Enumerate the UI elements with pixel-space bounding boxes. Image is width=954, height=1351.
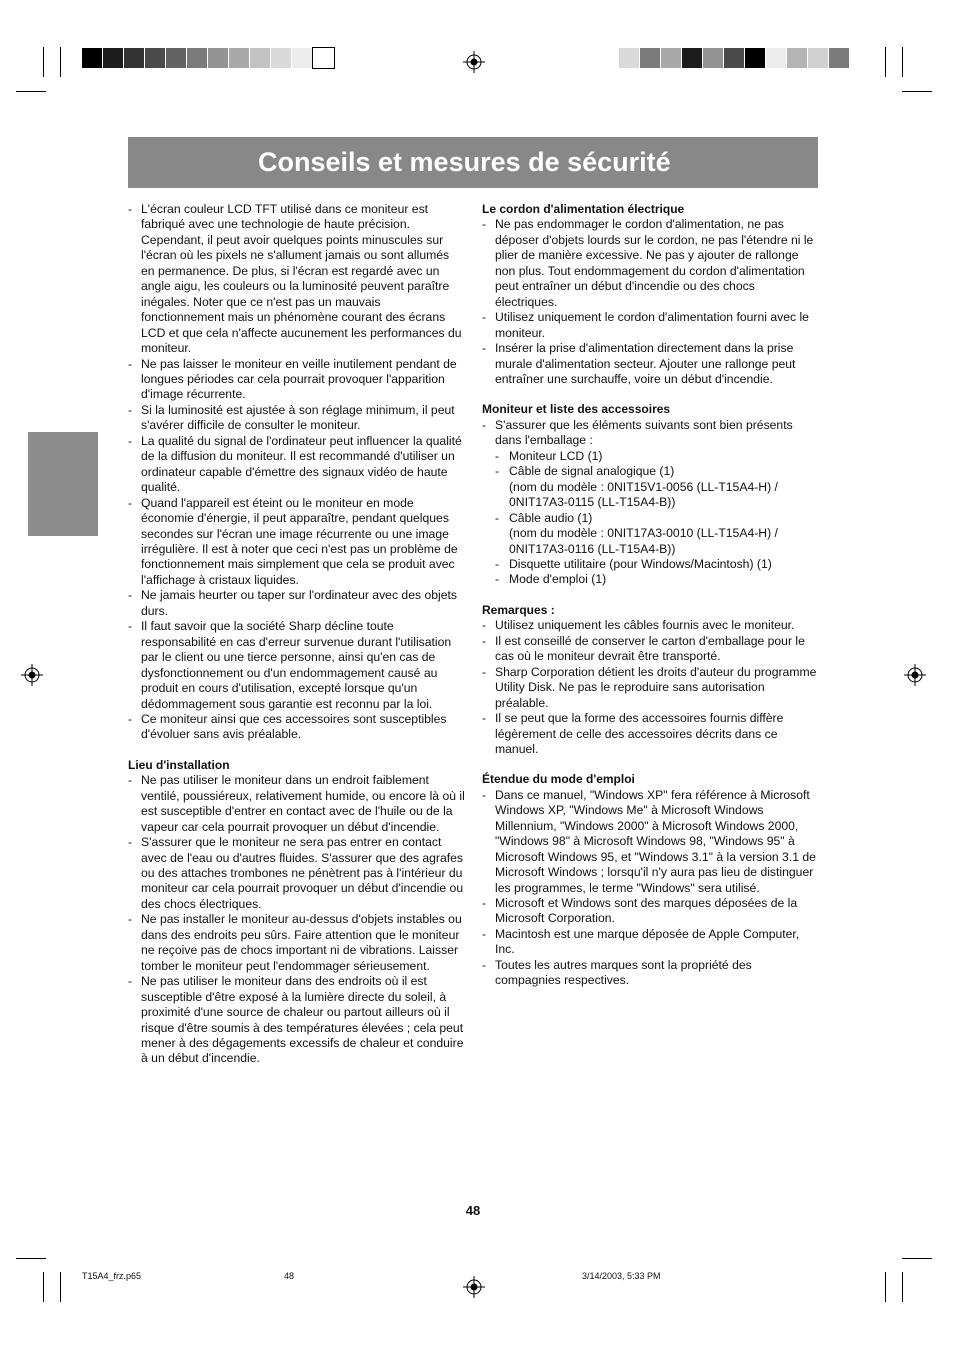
color-swatch (703, 48, 724, 68)
color-swatch (271, 48, 292, 68)
color-swatch (229, 48, 250, 68)
list-item: - Il se peut que la forme des accessoires fournis diffère légèrement de celle des accessoires décrits dans ce manuel. (482, 711, 818, 757)
registration-mark-icon (904, 664, 926, 686)
accessory-item (482, 464, 818, 510)
list-item: - Toutes les autres marques sont la propriété des compagnies respectives. (482, 958, 818, 989)
accessory-detail: (nom du modèle : 0NIT15V1-0056 (LL-T15A4-H) / 0NIT17A3-0115 (LL-T15A4-B)) (509, 479, 778, 510)
accessory-item (482, 572, 818, 587)
list-item: - Ne pas endommager le cordon d'alimentation, ne pas déposer d'objets lourds sur le cordon, ne pas l'étendre ni le plier de manière excessive. Ne pas y ajouter de rallonge non plus. Tout endommagement du cordon d'alimentation peut entraîner un début d'incendie ou des chocs électriques. (482, 217, 818, 310)
power-cord-list (482, 217, 818, 387)
list-item: - Si la luminosité est ajustée à son réglage minimum, il peut s'avérer difficile de consulter le moniteur. (128, 403, 466, 434)
right-column (482, 202, 818, 989)
color-swatch (313, 48, 334, 68)
accessory-name: Câble audio (1) (509, 510, 593, 525)
color-swatch (250, 48, 271, 68)
list-item: - Ne pas utiliser le moniteur dans des endroits où il est susceptible d'être exposé à la lumière directe du soleil, à proximité d'une source de chaleur ou partout ailleurs où il risque d'être soumis à des températures élevées ; cela peut mener à des dégagements excessifs de chaleur et conduire à un début d'incendie. (128, 974, 466, 1067)
list-item: - Utilisez uniquement le cordon d'alimentation fourni avec le moniteur. (482, 310, 818, 341)
accessories-list (482, 418, 818, 588)
list-item: - Microsoft et Windows sont des marques déposées de la Microsoft Corporation. (482, 896, 818, 927)
power-cord-heading: Le cordon d'alimentation électrique (482, 202, 685, 216)
remarks-list (482, 618, 818, 757)
registration-mark-icon (463, 1276, 485, 1298)
accessory-name: Mode d'emploi (1) (509, 572, 607, 587)
page-number: 48 (465, 1203, 481, 1218)
color-swatch (766, 48, 787, 68)
color-swatch (640, 48, 661, 68)
color-swatch (82, 48, 103, 68)
list-item: - Ce moniteur ainsi que ces accessoires sont susceptibles d'évoluer sans avis préalable. (128, 712, 466, 743)
accessory-item (482, 511, 818, 557)
list-item: - Il faut savoir que la société Sharp décline toute responsabilité en cas d'erreur survenue durant l'utilisation par le client ou une tierce personne, ainsi qu'en cas de dysfonctionnement ou d'un endommagement causé au produit en cours d'utilisation, excepté lorsque qu'un dédommagement sous garantie est reconnu par la loi. (128, 619, 466, 712)
color-swatch (724, 48, 745, 68)
color-swatch (808, 48, 829, 68)
accessory-name: Disquette utilitaire (pour Windows/Macintosh) (1) (509, 556, 772, 571)
list-item: - Insérer la prise d'alimentation directement dans la prise murale d'alimentation secteur. Ajouter une rallonge peut entraîner une surchauffe, voire un début d'incendie. (482, 341, 818, 387)
registration-mark-icon (463, 51, 485, 73)
side-language-tab (28, 432, 98, 536)
list-item (482, 418, 818, 588)
list-item: - Ne jamais heurter ou taper sur l'ordinateur avec des objets durs. (128, 588, 466, 619)
color-swatch (208, 48, 229, 68)
list-item: - Ne pas installer le moniteur au-dessus d'objets instables ou dans des endroits peu sûrs. Faire attention que le moniteur ne reçoive pas de chocs important ni de vibrations. Laisser tomber le moniteur peut l'endommager sérieusement. (128, 912, 466, 974)
list-item: - Il est conseillé de conserver le carton d'emballage pour le cas où le moniteur devrait être transporté. (482, 634, 818, 665)
general-list (128, 202, 466, 743)
remarks-heading: Remarques : (482, 602, 555, 617)
installation-heading: Lieu d'installation (128, 757, 230, 772)
list-item: - Quand l'appareil est éteint ou le moniteur en mode économie d'énergie, il peut apparaître, pendant quelques secondes sur l'écran une image récurrente ou une image irrégulière. Il est à noter que ceci n'est pas un problème de fonctionnement mais simplement que cela se produit avec l'affichage à cristaux liquides. (128, 496, 466, 589)
list-item: - L'écran couleur LCD TFT utilisé dans ce moniteur est fabriqué avec une technologie de haute précision. Cependant, il peut avoir quelques points minuscules sur l'écran où les pixels ne s'allument jamais ou sont allumés en permanence. De plus, si l'écran est regardé avec un angle aigu, les couleurs ou la luminosité peuvent paraître inégales. Noter que ce n'est pas un mauvais fonctionnement mais un phénomène courant des écrans LCD et que cela n'affecte aucunement les performances du moniteur. (128, 202, 466, 357)
color-swatch (619, 48, 640, 68)
accessories-intro: S'assurer que les éléments suivants sont bien présents dans l'emballage : (495, 417, 793, 448)
color-swatch (103, 48, 124, 68)
accessory-name: Moniteur LCD (1) (509, 448, 603, 463)
color-bar-right (619, 48, 850, 68)
registration-mark-icon (21, 664, 43, 686)
installation-list (128, 773, 466, 1067)
color-swatch (829, 48, 850, 68)
list-item: - S'assurer que le moniteur ne sera pas entrer en contact avec de l'eau ou d'autres fluides. S'assurer que des agrafes ou des attaches trombones ne pénètrent pas à l'intérieur du moniteur car cela pourrait provoquer un début d'incendie ou des chocs électriques. (128, 835, 466, 912)
color-swatch (787, 48, 808, 68)
list-item: - Macintosh est une marque déposée de Apple Computer, Inc. (482, 927, 818, 958)
left-column (128, 202, 466, 1067)
list-item: - Ne pas laisser le moniteur en veille inutilement pendant de longues périodes car cela pourrait provoquer l'apparition d'image récurrente. (128, 357, 466, 403)
scope-list (482, 788, 818, 989)
accessory-item (482, 449, 818, 464)
color-bar-left (82, 48, 334, 68)
color-swatch (292, 48, 313, 68)
list-item: - Dans ce manuel, "Windows XP" fera référence à Microsoft Windows XP, "Windows Me" à Microsoft Windows Millennium, "Windows 2000" à Microsoft Windows 2000, "Windows 98" à Microsoft Windows 98, "Windows 95" à Microsoft Windows 95, et "Windows 3.1" à la version 3.1 de Microsoft Windows ; lorsqu'il n'y aura pas lieu de distinguer les programmes, le terme "Windows" sera utilisé. (482, 788, 818, 896)
scope-heading: Étendue du mode d'emploi (482, 772, 635, 787)
accessory-items (482, 449, 818, 588)
color-swatch (187, 48, 208, 68)
title-banner (128, 137, 818, 188)
footer-date: 3/14/2003, 5:33 PM (582, 1271, 661, 1281)
accessory-detail: (nom du modèle : 0NIT17A3-0010 (LL-T15A4-H) / 0NIT17A3-0116 (LL-T15A4-B)) (509, 526, 778, 556)
color-swatch (124, 48, 145, 68)
list-item: - Sharp Corporation détient les droits d'auteur du programme Utility Disk. Ne pas le reproduire sans autorisation préalable. (482, 665, 818, 711)
color-swatch (682, 48, 703, 68)
accessory-item (482, 557, 818, 572)
list-item: - Utilisez uniquement les câbles fournis avec le moniteur. (482, 618, 818, 633)
color-swatch (166, 48, 187, 68)
page-title: Conseils et mesures de sécurité (258, 147, 671, 177)
accessory-name: Câble de signal analogique (1) (509, 464, 675, 479)
color-swatch (145, 48, 166, 68)
footer-page: 48 (284, 1271, 295, 1281)
list-item: - Ne pas utiliser le moniteur dans un endroit faiblement ventilé, poussiéreux, relativement humide, ou encore là où il est susceptible d'entrer en contact avec de l'huile ou de la vapeur car cela pourrait provoquer un début d'incendie. (128, 773, 466, 835)
color-swatch (745, 48, 766, 68)
list-item: - La qualité du signal de l'ordinateur peut influencer la qualité de la diffusion du moniteur. Il est recommandé d'utiliser un ordinateur capable d'émettre des signaux vidéo de haute qualité. (128, 434, 466, 496)
footer-filename: T15A4_frz.p65 (82, 1271, 142, 1281)
color-swatch (661, 48, 682, 68)
accessories-heading: Moniteur et liste des accessoires (482, 402, 671, 417)
